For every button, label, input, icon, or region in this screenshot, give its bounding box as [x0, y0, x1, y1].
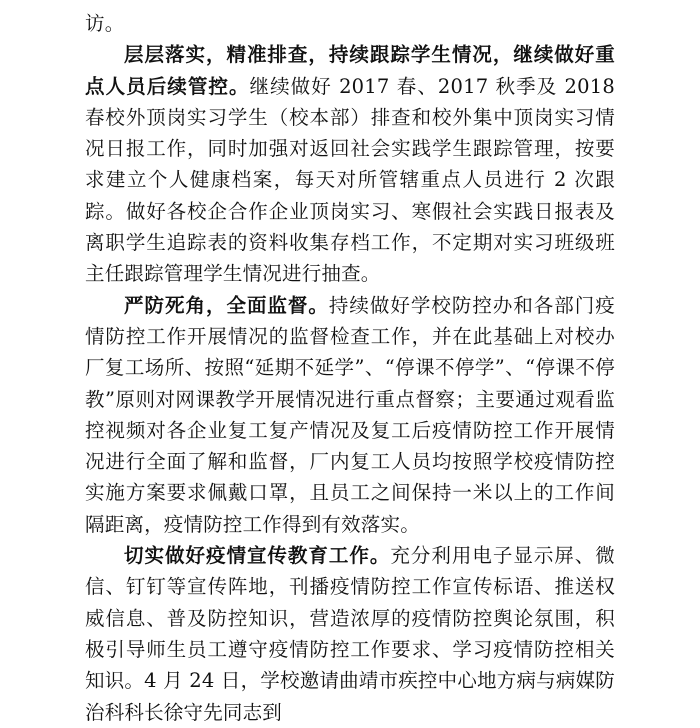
document-page — [85, 8, 615, 728]
paragraph-tracking-students — [85, 39, 615, 289]
paragraph-heading: 严防死角，全面监督。 — [124, 293, 329, 317]
paragraph-heading: 切实做好疫情宣传教育工作。 — [124, 544, 391, 568]
paragraph-heading: 层层落实，精准排查，持续跟踪学生情况，继续做好重点人员后续管控。 — [85, 43, 615, 98]
paragraph-supervision — [85, 290, 615, 540]
paragraph-text: 持续做好学校防控办和各部门疫情防控工作开展情况的监督检查工作，并在此基础上对校办厂复工场所、按照“延期不延学”、“停课不停学”、“停课不停教”原则对网课教学开展情况进行重点督察；主要通过观看监控视频对各企业复工复产情况及复工后疫情防控工作开展情况进行全面了解和监督，厂内复工人员均按照学校疫情防控实施方案要求佩戴口罩，且员工之间保持一米以上的工作间隔距离，疫情防控工作得到有效落实。 — [85, 293, 615, 536]
paragraph-continuation — [85, 8, 615, 39]
paragraph-publicity-education — [85, 540, 615, 728]
paragraph-text: 充分利用电子显示屏、微信、钉钉等宣传阵地，刊播疫情防控工作宣传标语、推送权威信息、普及防控知识，营造浓厚的疫情防控舆论氛围，积极引导师生员工遵守疫情防控工作要求、学习疫情防控相关知识。4 月 24 日，学校邀请曲靖市疾控中心地方病与病媒防治科科长徐守先同志到 — [85, 544, 615, 724]
paragraph-text: 访。 — [85, 12, 125, 35]
paragraph-text: 继续做好 2017 春、2017 秋季及 2018 春校外顶岗实习学生（校本部）排查和校外集中顶岗实习情况日报工作，同时加强对返回社会实践学生跟踪管理，按要求建立个人健康档案，每天对所管辖重点人员进行 2 次跟踪。做好各校企合作企业顶岗实习、寒假社会实践日报表及离职学生追踪表的资料收集存档工作，不定期对实习班级班主任跟踪管理学生情况进行抽查。 — [85, 74, 615, 286]
